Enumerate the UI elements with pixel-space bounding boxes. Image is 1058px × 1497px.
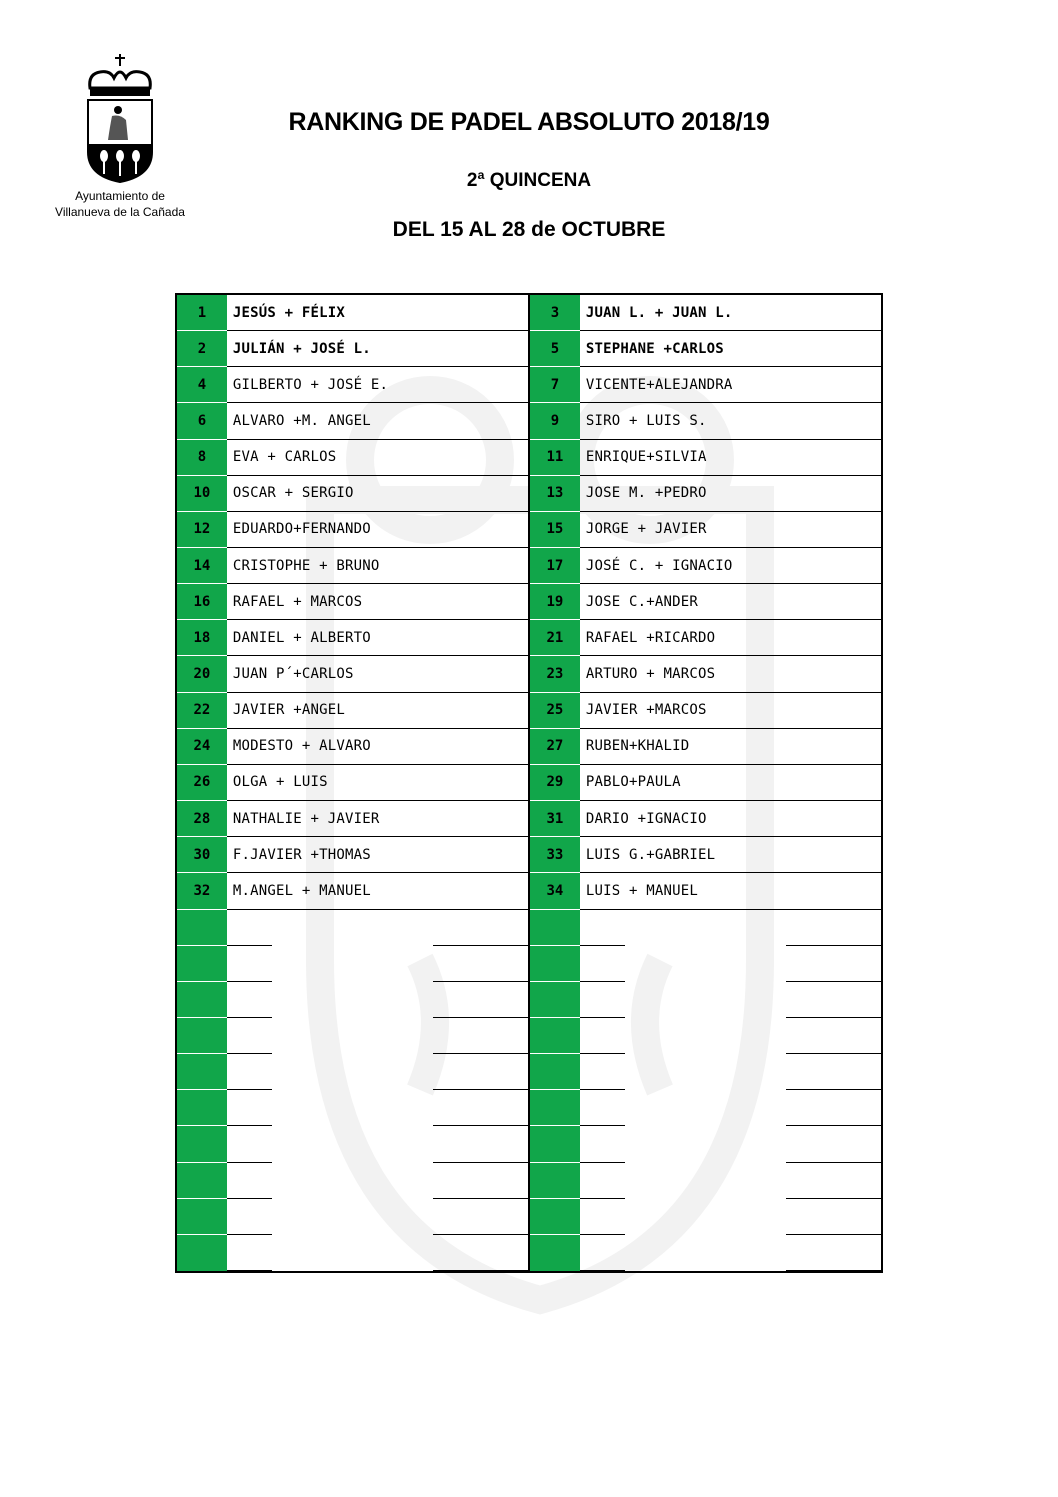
position-cell (530, 982, 580, 1018)
pair-cell (580, 1235, 881, 1271)
position-cell: 28 (177, 801, 227, 837)
position-cell: 2 (177, 331, 227, 367)
pair-cell: SIRO + LUIS S. (580, 403, 881, 439)
table-row (177, 331, 881, 367)
pair-cell (227, 946, 528, 982)
table-row (177, 656, 881, 692)
table-row (177, 476, 881, 512)
table-row (177, 765, 881, 801)
pair-cell: PABLO+PAULA (580, 765, 881, 801)
table-row (177, 982, 881, 1018)
position-cell (177, 1199, 227, 1235)
position-cell (530, 1054, 580, 1090)
position-cell (177, 1054, 227, 1090)
pair-cell: NATHALIE + JAVIER (227, 801, 528, 837)
pair-cell: RAFAEL +RICARDO (580, 620, 881, 656)
pair-cell: GILBERTO + JOSÉ E. (227, 367, 528, 403)
pair-cell: JUAN L. + JUAN L. (580, 295, 881, 331)
position-cell (530, 1199, 580, 1235)
logo-caption-line2: Villanueva de la Cañada (55, 205, 185, 219)
ranking-table (175, 293, 883, 1273)
pair-cell: DANIEL + ALBERTO (227, 620, 528, 656)
position-cell: 17 (530, 548, 580, 584)
pair-cell: RAFAEL + MARCOS (227, 584, 528, 620)
table-row (177, 440, 881, 476)
table-row (177, 910, 881, 946)
pair-cell (580, 1090, 881, 1126)
pair-cell (580, 910, 881, 946)
pair-cell: MODESTO + ALVARO (227, 729, 528, 765)
date-range: DEL 15 AL 28 de OCTUBRE (392, 218, 666, 241)
position-cell: 29 (530, 765, 580, 801)
pair-cell (227, 910, 528, 946)
pair-cell: OLGA + LUIS (227, 765, 528, 801)
pair-cell (227, 1199, 528, 1235)
pair-cell: JAVIER +ANGEL (227, 693, 528, 729)
position-cell: 20 (177, 656, 227, 692)
pair-cell: JESÚS + FÉLIX (227, 295, 528, 331)
position-cell: 15 (530, 512, 580, 548)
pair-cell (227, 1054, 528, 1090)
pair-cell (227, 1126, 528, 1162)
table-row (177, 584, 881, 620)
table-row (177, 1054, 881, 1090)
position-cell: 26 (177, 765, 227, 801)
pair-cell: EDUARDO+FERNANDO (227, 512, 528, 548)
position-cell: 1 (177, 295, 227, 331)
pair-cell (580, 982, 881, 1018)
pair-cell: JOSÉ C. + IGNACIO (580, 548, 881, 584)
position-cell (530, 1163, 580, 1199)
position-cell: 24 (177, 729, 227, 765)
position-cell: 18 (177, 620, 227, 656)
table-row (177, 837, 881, 873)
pair-cell (227, 1018, 528, 1054)
pair-cell: STEPHANE +CARLOS (580, 331, 881, 367)
table-row (177, 620, 881, 656)
position-cell: 3 (530, 295, 580, 331)
table-row (177, 873, 881, 909)
position-cell: 5 (530, 331, 580, 367)
position-cell: 16 (177, 584, 227, 620)
table-row (177, 801, 881, 837)
position-cell: 31 (530, 801, 580, 837)
position-cell: 32 (177, 873, 227, 909)
pair-cell (227, 1235, 528, 1271)
pair-cell (227, 1163, 528, 1199)
table-row (177, 1126, 881, 1162)
position-cell: 12 (177, 512, 227, 548)
position-cell: 27 (530, 729, 580, 765)
table-row (177, 367, 881, 403)
table-row (177, 403, 881, 439)
position-cell: 33 (530, 837, 580, 873)
table-row (177, 512, 881, 548)
position-cell (530, 1018, 580, 1054)
position-cell (177, 946, 227, 982)
position-cell: 8 (177, 440, 227, 476)
pair-cell (580, 1163, 881, 1199)
pair-cell (227, 1090, 528, 1126)
position-cell (530, 910, 580, 946)
pair-cell: M.ANGEL + MANUEL (227, 873, 528, 909)
position-cell (530, 1235, 580, 1271)
position-cell: 30 (177, 837, 227, 873)
pair-cell: F.JAVIER +THOMAS (227, 837, 528, 873)
table-row (177, 548, 881, 584)
position-cell (177, 1126, 227, 1162)
pair-cell (580, 1018, 881, 1054)
pair-cell: ARTURO + MARCOS (580, 656, 881, 692)
pair-cell: DARIO +IGNACIO (580, 801, 881, 837)
pair-cell: JUAN P´+CARLOS (227, 656, 528, 692)
table-row (177, 946, 881, 982)
pair-cell: EVA + CARLOS (227, 440, 528, 476)
table-row (177, 1235, 881, 1271)
pair-cell (580, 1126, 881, 1162)
position-cell: 9 (530, 403, 580, 439)
pair-cell: JAVIER +MARCOS (580, 693, 881, 729)
position-cell: 10 (177, 476, 227, 512)
position-cell: 23 (530, 656, 580, 692)
pair-cell (580, 946, 881, 982)
page-title: RANKING DE PADEL ABSOLUTO 2018/19 (288, 108, 770, 136)
pair-cell (227, 982, 528, 1018)
position-cell: 19 (530, 584, 580, 620)
position-cell (530, 1126, 580, 1162)
pair-cell: JULIÁN + JOSÉ L. (227, 331, 528, 367)
table-row (177, 693, 881, 729)
position-cell (177, 982, 227, 1018)
position-cell (177, 1235, 227, 1271)
pair-cell: CRISTOPHE + BRUNO (227, 548, 528, 584)
position-cell: 21 (530, 620, 580, 656)
pair-cell (580, 1054, 881, 1090)
position-cell (530, 946, 580, 982)
position-cell: 4 (177, 367, 227, 403)
municipal-logo (40, 52, 200, 232)
table-row (177, 729, 881, 765)
position-cell: 6 (177, 403, 227, 439)
table-row (177, 1163, 881, 1199)
pair-cell: JOSE C.+ANDER (580, 584, 881, 620)
position-cell (530, 1090, 580, 1126)
position-cell: 14 (177, 548, 227, 584)
position-cell: 13 (530, 476, 580, 512)
pair-cell: ALVARO +M. ANGEL (227, 403, 528, 439)
position-cell: 22 (177, 693, 227, 729)
table-row (177, 1090, 881, 1126)
position-cell (177, 1090, 227, 1126)
page-subtitle: 2ª QUINCENA (466, 170, 592, 191)
pair-cell: VICENTE+ALEJANDRA (580, 367, 881, 403)
position-cell: 25 (530, 693, 580, 729)
pair-cell: JORGE + JAVIER (580, 512, 881, 548)
pair-cell: RUBEN+KHALID (580, 729, 881, 765)
position-cell: 11 (530, 440, 580, 476)
pair-cell: LUIS + MANUEL (580, 873, 881, 909)
table-row (177, 1199, 881, 1235)
pair-cell: LUIS G.+GABRIEL (580, 837, 881, 873)
table-row (177, 1018, 881, 1054)
logo-caption-line1: Ayuntamiento de (75, 189, 165, 203)
position-cell (177, 1018, 227, 1054)
pair-cell (580, 1199, 881, 1235)
pair-cell: OSCAR + SERGIO (227, 476, 528, 512)
position-cell (177, 910, 227, 946)
position-cell (177, 1163, 227, 1199)
pair-cell: ENRIQUE+SILVIA (580, 440, 881, 476)
pair-cell: JOSE M. +PEDRO (580, 476, 881, 512)
position-cell: 7 (530, 367, 580, 403)
position-cell: 34 (530, 873, 580, 909)
table-row (177, 295, 881, 331)
